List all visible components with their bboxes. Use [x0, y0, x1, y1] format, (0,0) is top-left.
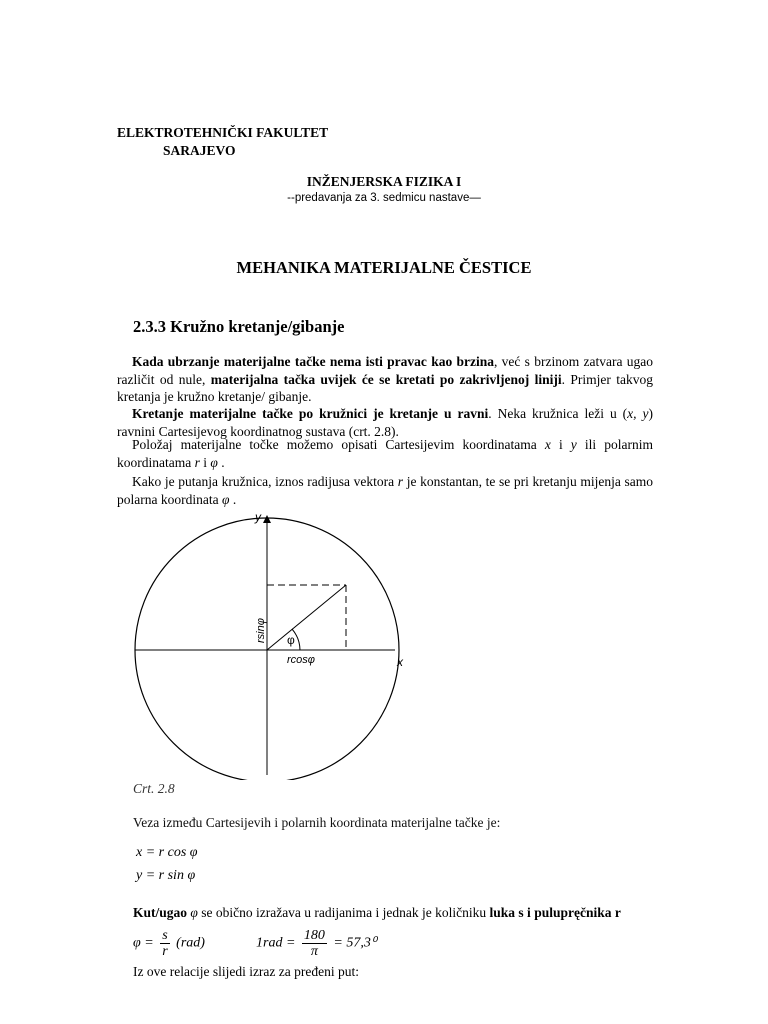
formula-angle-unit: (rad): [176, 935, 205, 951]
rcos-label: rcosφ: [287, 654, 315, 666]
equation-x: x = r cos φ: [136, 845, 198, 860]
y-axis-label: y: [255, 510, 261, 524]
p4-r: r: [397, 474, 404, 489]
p1-bold-1: Kada ubrzanje materijalne tačke nema isti pravac kao brzina: [132, 354, 494, 369]
paragraph-4: [117, 473, 653, 508]
p3-phi: φ: [210, 454, 218, 470]
formula-angle-lhs: φ =: [133, 935, 154, 951]
formula-angle-fraction: [160, 928, 169, 959]
p2-text-1: . Neka kružnica leži u (: [488, 406, 628, 421]
p3-text-4: i: [199, 454, 211, 470]
p4-text-1: Kako je putanja kružnica, iznos radijusa vektora: [132, 474, 398, 489]
formula-radian-lhs: 1rad =: [256, 935, 296, 951]
phi-label: φ: [287, 633, 295, 647]
institution-city: SARAJEVO: [163, 143, 236, 158]
equation-y: y = r sin φ: [136, 868, 196, 883]
formula-angle: [133, 928, 205, 959]
p1-bold-2: materijalna tačka uvijek će se kretati po zakrivljenoj liniji: [210, 371, 562, 387]
p1-text-1: , već s brzinom zatvara ugao različit od nule,: [117, 354, 653, 387]
course-subtitle: --predavanja za 3. sedmicu nastave—: [287, 192, 481, 204]
p4-text-2: je konstantan, te se pri kretanju mijenja samo polarna koordinata: [117, 474, 653, 507]
paragraph-1: [117, 353, 653, 406]
formula-angle-den: r: [162, 944, 168, 959]
kut-text-1: se obično izražava u radijanima i jednak je količniku: [197, 905, 490, 920]
formula-radian-den: π: [310, 944, 318, 959]
p3-r: r: [194, 454, 200, 470]
paragraph-2: [117, 405, 653, 440]
figure-caption: Crt. 2.8: [133, 781, 175, 796]
p3-x: x: [544, 437, 551, 452]
p3-y: y: [570, 437, 577, 452]
institution: [117, 124, 328, 160]
course-title: INŽENJERSKA FIZIKA I: [306, 174, 462, 189]
institution-name: ELEKTROTEHNIČKI FAKULTET: [117, 125, 329, 140]
p3-text-2: i: [550, 437, 571, 452]
relation-intro: Veza između Cartesijevih i polarnih koordinata materijalne tačke je:: [133, 815, 501, 830]
angle-definition: [133, 905, 621, 921]
x-axis-label: x: [397, 655, 403, 669]
p3-text-1: Položaj materijalne točke možemo opisati Cartesijevim koordinatama: [132, 437, 545, 452]
rsin-label: rsinφ: [255, 618, 267, 643]
paragraph-3: [117, 436, 653, 471]
formula-radian-num: 180: [303, 928, 325, 943]
p3-text-3: ili polarnim koordinatama: [117, 437, 653, 470]
chapter-title: MEHANIKA MATERIJALNE ČESTICE: [236, 258, 532, 277]
p2-text-2: ) ravnini Cartesijevog koordinatnog sustava (crt. 2.8).: [117, 406, 654, 439]
p3-text-5: .: [217, 454, 225, 470]
formula-radian: [256, 928, 376, 959]
p2-bold: Kretanje materijalne tačke po kružnici je kretanje u ravni: [132, 406, 489, 421]
kut-bold-3: pulupręčnika r: [534, 905, 621, 920]
formula-radian-fraction: [302, 928, 327, 959]
p4-phi: φ: [221, 491, 230, 507]
formula-angle-num: s: [162, 928, 168, 943]
kut-bold-2: luka s: [489, 905, 524, 920]
p2-xy: x, y: [627, 406, 649, 421]
kut-bold-1: Kut/ugao: [133, 905, 188, 920]
kut-phi: φ: [190, 905, 198, 920]
radius-line: [267, 585, 346, 650]
p4-text-3: .: [229, 491, 237, 507]
circle-diagram: [130, 505, 420, 780]
formula-radian-result: = 57,3⁰: [333, 935, 377, 951]
section-title: 2.3.3 Kružno kretanje/gibanje: [133, 317, 345, 336]
p1-text-2: . Primjer takvog kretanja je kružno kretanje/ gibanje.: [117, 371, 653, 404]
closing-sentence: Iz ove relacije slijedi izraz za pređeni put:: [133, 964, 360, 979]
kut-text-2: i: [523, 905, 535, 920]
